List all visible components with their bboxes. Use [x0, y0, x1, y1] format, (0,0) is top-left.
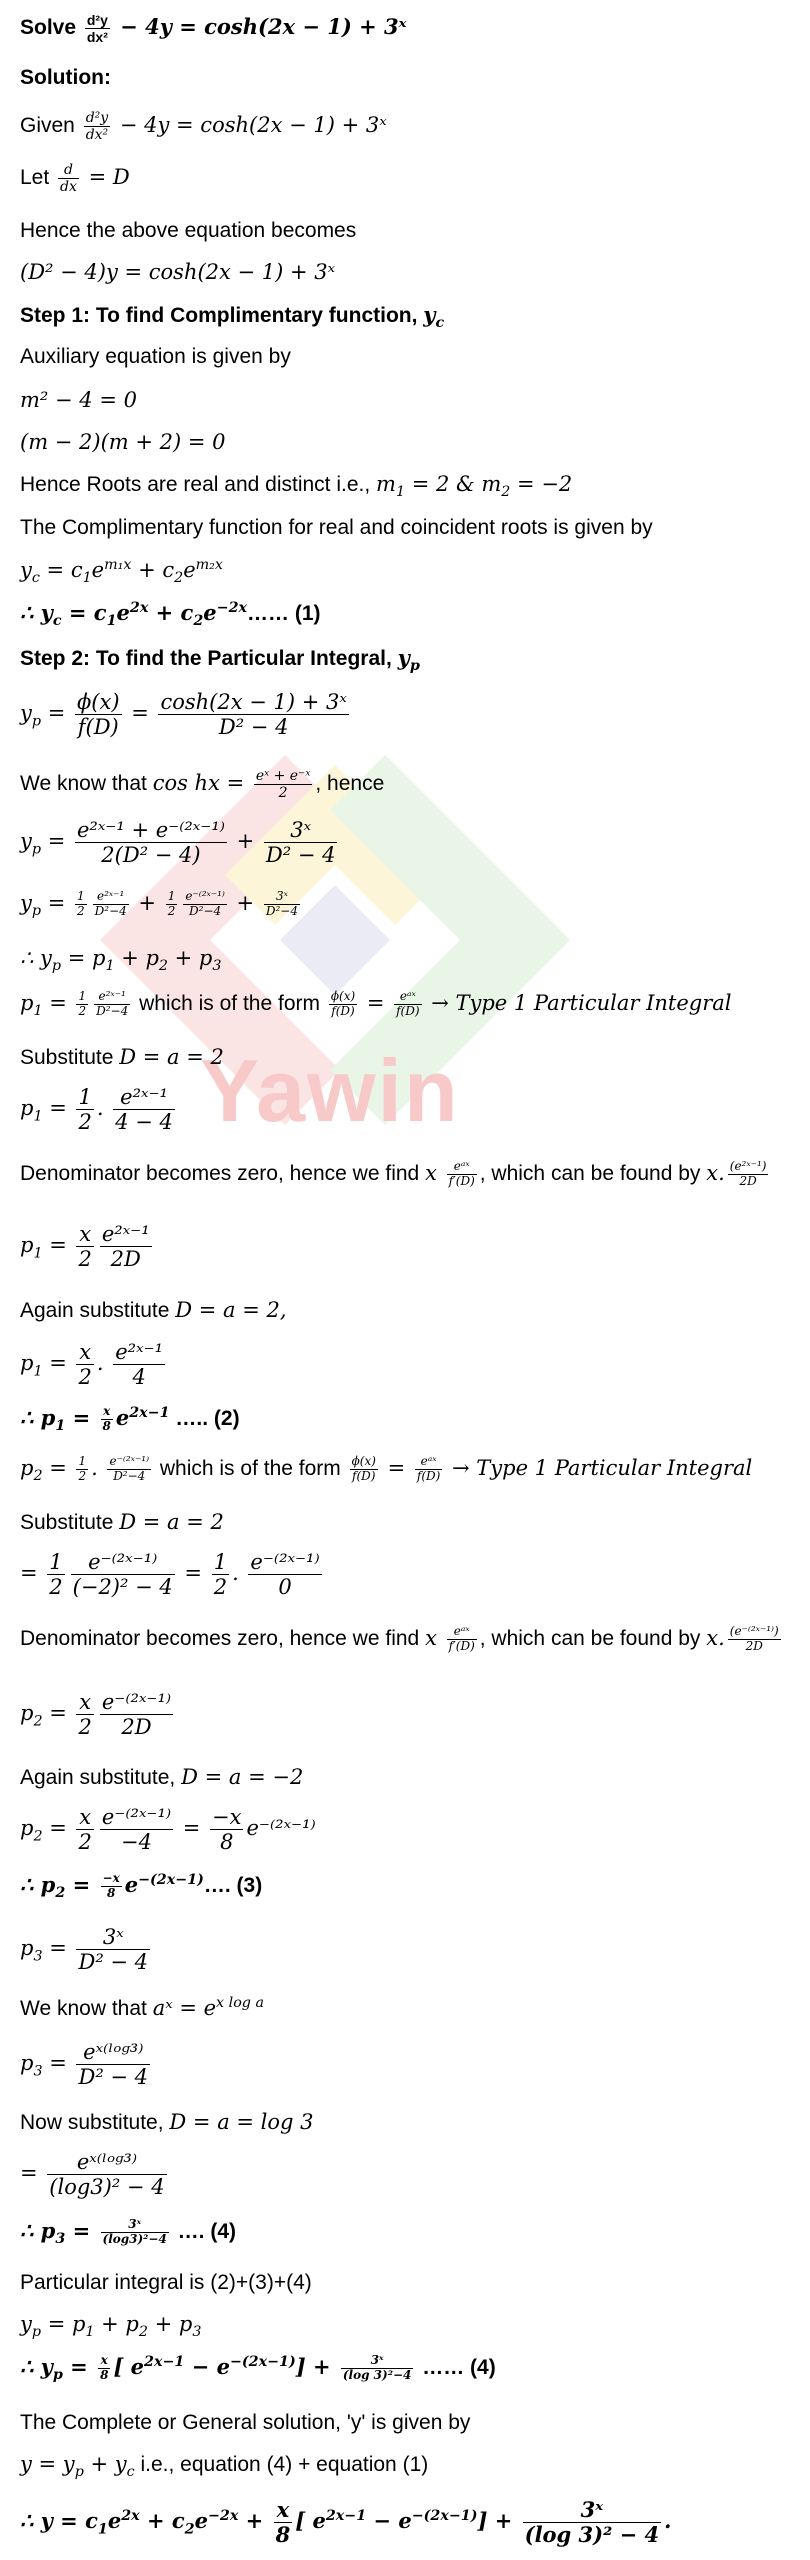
- p2-form: $p_2$ = $\frac{1}{2}$ . $\frac{\text{e⁻⁽²ˣ⁻¹⁾}}{\text{D²−4}}$ which is of the form $\frac{\phi(x)}{f(D)}$ = eᵃˣ f(D) → Type 1 Particular Integral: [20, 1454, 753, 1485]
- p3-substituted: = eˣ⁽ˡᵒᵍ³⁾ (log3)² − 4: [20, 2150, 165, 2200]
- substitute-line: Substitute D = a = 2: [20, 1045, 224, 1069]
- final-solution: ∴ $y = c_1e^{2x} + c_2e^{-2x}$ + $\frac{x}{8}$ [ $e^{2x-1} - e^{-(2x-1)}$] + $\frac{\text{3ˣ}}{\text{(log 3)² − 4}}$ .: [20, 2497, 672, 2548]
- roots-line: Hence Roots are real and distinct i.e., $m_1 = 2$ & $m_2 = -2$: [20, 472, 573, 501]
- cf-general-form: $y_c = c_1e^{m_1x} + c_2e^{m_2x}$: [20, 557, 223, 587]
- p1-substituted: $p_1$ = $\frac{1}{2}$ . $\frac{\text{e²ˣ⁻¹}}{4 - 4}$: [20, 1085, 173, 1135]
- given-equation: Given $\frac{\text{d²y}}{\text{dx²}}$ − 4y = cosh(2x − 1) + 3ˣ: [20, 110, 387, 144]
- p1-evaluated: $p_1$ = $\frac{x}{2}$ . $\frac{\text{e²ˣ⁻¹}}{4}$: [20, 1340, 164, 1390]
- substitute-line: Again substitute D = a = 2,: [20, 1298, 287, 1322]
- watermark-text: Yawin: [200, 1041, 460, 1140]
- p3-rewritten: $p_3$ = eˣ⁽ˡᵒᵍ³⁾ D² − 4: [20, 2040, 149, 2090]
- p2-result-eq3: ∴ $p_2$ = $\frac{-x}{8}$ $e^{-(2x-1)}\dots$. (3): [20, 1871, 263, 1902]
- text-line: The Complete or General solution, 'y' is given by: [20, 2411, 471, 2434]
- exponent-identity: We know that aˣ = $e^{x log a}$: [20, 1995, 264, 2020]
- text-line: The Complimentary function for real and coincident roots is given by: [20, 516, 653, 539]
- p1-derivative: $p_1$ = $\frac{x}{2}$ $\frac{\text{e²ˣ⁻¹}}{2D}$: [20, 1222, 150, 1272]
- substitute-line: Again substitute, D = a = −2: [20, 1765, 304, 1789]
- substitute-line: Substitute D = a = 2: [20, 1510, 224, 1534]
- auxiliary-equation: m² − 4 = 0: [20, 388, 137, 412]
- operator-equation: (D² − 4)y = cosh(2x − 1) + 3ˣ: [20, 260, 336, 284]
- denominator-zero-line: Denominator becomes zero, hence we find x eᵃˣ f′(D) , which can be found by x. $\frac{\text{(e⁻⁽²ˣ⁻¹⁾)}}{2D}$: [20, 1624, 779, 1653]
- solution-heading: Solution:: [20, 66, 111, 89]
- denominator-zero-line: Denominator becomes zero, hence we find x eᵃˣ f′(D) , which can be found by x. $\frac{\text{(e²ˣ⁻¹)}}{2D}$: [20, 1159, 767, 1188]
- problem-statement: Solve $\frac{\text{d²y}}{\text{dx²}}$ − 4y = cosh(2x − 1) + 3ˣ: [20, 12, 407, 46]
- p3-definition: $p_3$ = $\frac{\text{3ˣ}}{\text{D² − 4}}$: [20, 1925, 149, 1975]
- pi-sum: ∴ $y_p = p_1 + p_2 + p_3$: [20, 946, 222, 975]
- p3-result-eq4: ∴ $p_3$ = $\frac{\text{3ˣ}}{\text{(log3)²−4}}$ …. (4): [20, 2217, 237, 2248]
- cosh-identity: We know that cos hx = $\frac{\text{eˣ + e⁻ˣ}}{2}$ , hence: [20, 768, 385, 802]
- p1-result-eq2: ∴ $p_1$ = $\frac{x}{8}$ $e^{2x-1}$ ….. (2): [20, 1404, 240, 1435]
- text-line: Auxiliary equation is given by: [20, 345, 291, 368]
- factored-equation: (m − 2)(m + 2) = 0: [20, 430, 226, 454]
- p2-substituted: = $\frac{1}{2}$ $\frac{\text{e⁻⁽²ˣ⁻¹⁾}}{\text{(−2)² − 4}}$ = $\frac{1}{2}$ . $\frac{\text{e⁻⁽²ˣ⁻¹⁾}}{0}$: [20, 1550, 320, 1600]
- step1-heading: Step 1: To find Complimentary function, $y_c$: [20, 302, 445, 332]
- pi-expansion: $y_p$ = $\frac{\text{e²ˣ⁻¹ + e⁻⁽²ˣ⁻¹⁾}}{\text{2(D² − 4)}}$ + $\frac{\text{3ˣ}}{\text{D² − 4}}$: [20, 818, 336, 868]
- pi-definition: $y_p$ = $\frac{\phi(x)}{f(D)}$ = $\frac{\text{cosh(2x − 1) + 3ˣ}}{\text{D² − 4}}$: [20, 690, 347, 740]
- general-solution-line: $y = y_p + y_c$ i.e., equation (4) + equation (1): [20, 2452, 429, 2481]
- substitute-line: Now substitute, D = a = log 3: [20, 2110, 314, 2134]
- step2-heading: Step 2: To find the Particular Integral, $y_p$: [20, 645, 420, 675]
- p2-derivative: $p_2$ = $\frac{x}{2}$ $\frac{\text{e⁻⁽²ˣ⁻¹⁾}}{2D}$: [20, 1690, 172, 1740]
- cf-result-eq1: ∴ $y_c = c_1e^{2x}$ + $c_2e^{-2x}\dots\dots$ (1): [20, 600, 321, 630]
- text-line: Particular integral is (2)+(3)+(4): [20, 2271, 312, 2294]
- pi-result: ∴ $y_p$ = $\frac{x}{8}$ [ $e^{2x-1} - e^{-(2x-1)}$] + $\frac{\text{3ˣ}}{\text{(log 3)²−4}}$ …… (4): [20, 2353, 496, 2384]
- p1-form: $p_1$ = $\frac{1}{2}$ $\frac{\text{e²ˣ⁻¹}}{\text{D²−4}}$ which is of the form $\frac{\phi(x)}{f(D)}$ = eᵃˣ f(D) → Type 1 Particular Integral: [20, 989, 732, 1020]
- p2-evaluated: $p_2$ = $\frac{x}{2}$ $\frac{\text{e⁻⁽²ˣ⁻¹⁾}}{-4}$ = $\frac{-x}{8}$ e⁻⁽²ˣ⁻¹⁾: [20, 1805, 316, 1855]
- text-line: Hence the above equation becomes: [20, 219, 357, 242]
- pi-sum: $y_p = p_1 + p_2 + p_3$: [20, 2312, 202, 2341]
- let-operator: Let $\frac{d}{dx}$ = D: [20, 162, 130, 196]
- pi-split: $y_p$ = $\frac{1}{2}$ $\frac{\text{e²ˣ⁻¹}}{\text{D²−4}}$ + $\frac{1}{2}$ $\frac{\text{e⁻⁽²ˣ⁻¹⁾}}{\text{D²−4}}$ + $\frac{\text{3ˣ}}{\text{D²−4}}$: [20, 889, 298, 919]
